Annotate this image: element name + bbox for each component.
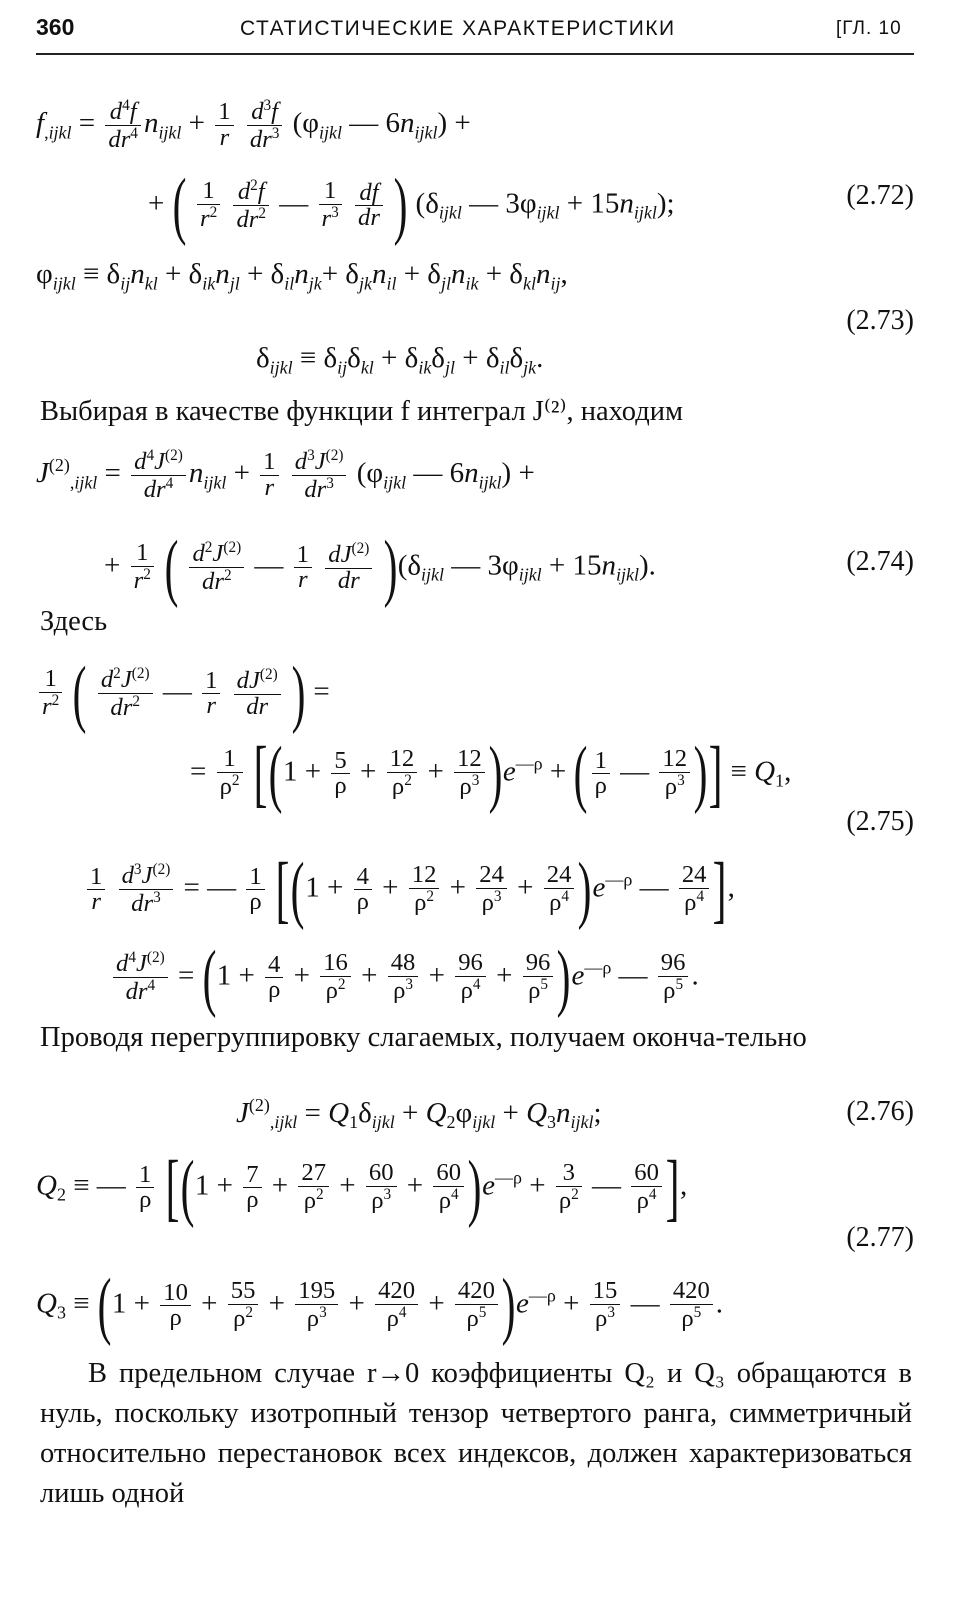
paragraph-limit-case: В предельном случае r→0 коэффициенты Q₂ и Q₃ обращаются в нуль, поскольку изотропный тензор четвертого ранга, симметричный относительно перестановок всех индексов, должен характеризоваться лишь одной [40, 1358, 912, 1509]
eq-2-75-line-4: $\frac{d^4J^{(2)}}{dr^4}$ = (1 + $\frac{4}{\rho}$ + $\frac{16}{\rho^2}$ + $\frac{48}{\rho^3}$ + $\frac{96}{\rho^4}$ + $\frac{96}{\rho^5}$ )$e^{—\rho}$ — $\frac{96}{\rho^5}$ . [110, 940, 699, 1015]
eq-number-2-73: (2.73) [846, 305, 914, 336]
eq-2-77-line-2: $Q_3 \equiv (1$ + $\frac{10}{\rho}$ + $\frac{55}{\rho^2}$ + $\frac{195}{\rho^3}$ + $\frac{420}{\rho^4}$ + $\frac{420}{\rho^5}$ )$e^{—\rho}$ + $\frac{15}{\rho^3}$ — $\frac{420}{\rho^5}$ . [36, 1264, 724, 1347]
eq-2-74-line-1: $J^{(2)}_{,ijkl}$ = $\frac{d^4J^{(2)}}{dr^4}$ $n_{ijkl}$ + $\frac{1}{r}$ $\frac{d^3J^{(2)}}{dr^3}$ ($\varphi_{ijkl}$ — $6n_{ijkl}$) + [36, 447, 535, 503]
eq-2-76: $J^{(2)}_{,ijkl} = Q_1\delta_{ijkl} + Q_2\varphi_{ijkl} + Q_3n_{ijkl}$; [236, 1095, 602, 1133]
paragraph-choose-function: Выбирая в качестве функции f интеграл J⁽²⁾, находим [40, 396, 683, 427]
eq-2-72-line-1: $f_{,ijkl}$ = $\frac{d^4f}{dr^4}$ $n_{ijkl}$ + $\frac{1}{r}$ $\frac{d^3f}{dr^3}$ ($\varphi_{ijkl}$ — $6n_{ijkl}$) + [36, 97, 471, 153]
eq-2-73-line-2: $\delta_{ijkl} \equiv \delta_{ij}\delta_{kl} + \delta_{ik}\delta_{jl} + \delta_{il}\delta_{jk}$. [256, 342, 544, 378]
running-title: СТАТИСТИЧЕСКИЕ ХАРАКТЕРИСТИКИ [240, 17, 676, 40]
eq-2-75-line-1: $\frac{1}{r^2}$ ( $\frac{d^2J^{(2)}}{dr^2}$ — $\frac{1}{r}$ $\frac{dJ^{(2)}}{dr}$ ) = [36, 656, 330, 731]
eq-2-75-line-3: $\frac{1}{r}$ $\frac{d^3J^{(2)}}{dr^3}$ = — $\frac{1}{\rho}$ [(1 + $\frac{4}{\rho}$ + $\frac{12}{\rho^2}$ + $\frac{24}{\rho^3}$ + $\frac{24}{\rho^4}$ )$e^{—\rho}$ — $\frac{24}{\rho^4}$ ], [84, 852, 735, 927]
eq-number-2-76: (2.76) [846, 1096, 914, 1127]
eq-number-2-72: (2.72) [846, 180, 914, 211]
chapter-label: [ГЛ. 10 [836, 18, 902, 39]
eq-2-77-line-1: $Q_2$ ≡ — $\frac{1}{\rho}$ [(1 + $\frac{7}{\rho}$ + $\frac{27}{\rho^2}$ + $\frac{60}{\rho^3}$ + $\frac{60}{\rho^4}$ )$e^{—\rho}$ + $\frac{3}{\rho^2}$ — $\frac{60}{\rho^4}$ ], [36, 1146, 688, 1229]
paragraph-here: Здесь [40, 606, 108, 637]
eq-number-2-75: (2.75) [846, 806, 914, 837]
eq-2-75-line-2: = $\frac{1}{\rho^2}$ [(1 + $\frac{5}{\rho}$ + $\frac{12}{\rho^2}$ + $\frac{12}{\rho^3}$ )$e^{—\rho}$ + ( $\frac{1}{\rho}$ — $\frac{12}{\rho^3}$ )] ≡ $Q_1$, [190, 732, 792, 815]
eq-2-72-line-2: + ( $\frac{1}{r^2}$ $\frac{d^2f}{dr^2}$ — $\frac{1}{r^3}$ $\frac{df}{dr}$ ) ($\delta_{ijkl}$ — $3\varphi_{ijkl} + 15n_{ijkl}$); [148, 164, 675, 247]
header-rule [36, 53, 914, 55]
eq-2-73-line-1: $\varphi_{ijkl} \equiv \delta_{ij}n_{kl} + \delta_{ik}n_{jl} + \delta_{il}n_{jk}+ \delta_{jk}n_{il} + \delta_{jl}n_{ik} + \delta_{kl}n_{ij}$, [36, 258, 568, 294]
eq-number-2-74: (2.74) [846, 546, 914, 577]
eq-number-2-77: (2.77) [846, 1222, 914, 1253]
page-number: 360 [36, 14, 75, 40]
eq-2-74-line-2: + $\frac{1}{r^2}$ ( $\frac{d^2J^{(2)}}{dr^2}$ — $\frac{1}{r}$ $\frac{dJ^{(2)}}{dr}$ )($\delta_{ijkl}$ — $3\varphi_{ijkl} + 15n_{ijkl}$). [104, 526, 656, 609]
paragraph-regroup: Проводя перегруппировку слагаемых, получаем оконча-тельно [40, 1022, 807, 1053]
